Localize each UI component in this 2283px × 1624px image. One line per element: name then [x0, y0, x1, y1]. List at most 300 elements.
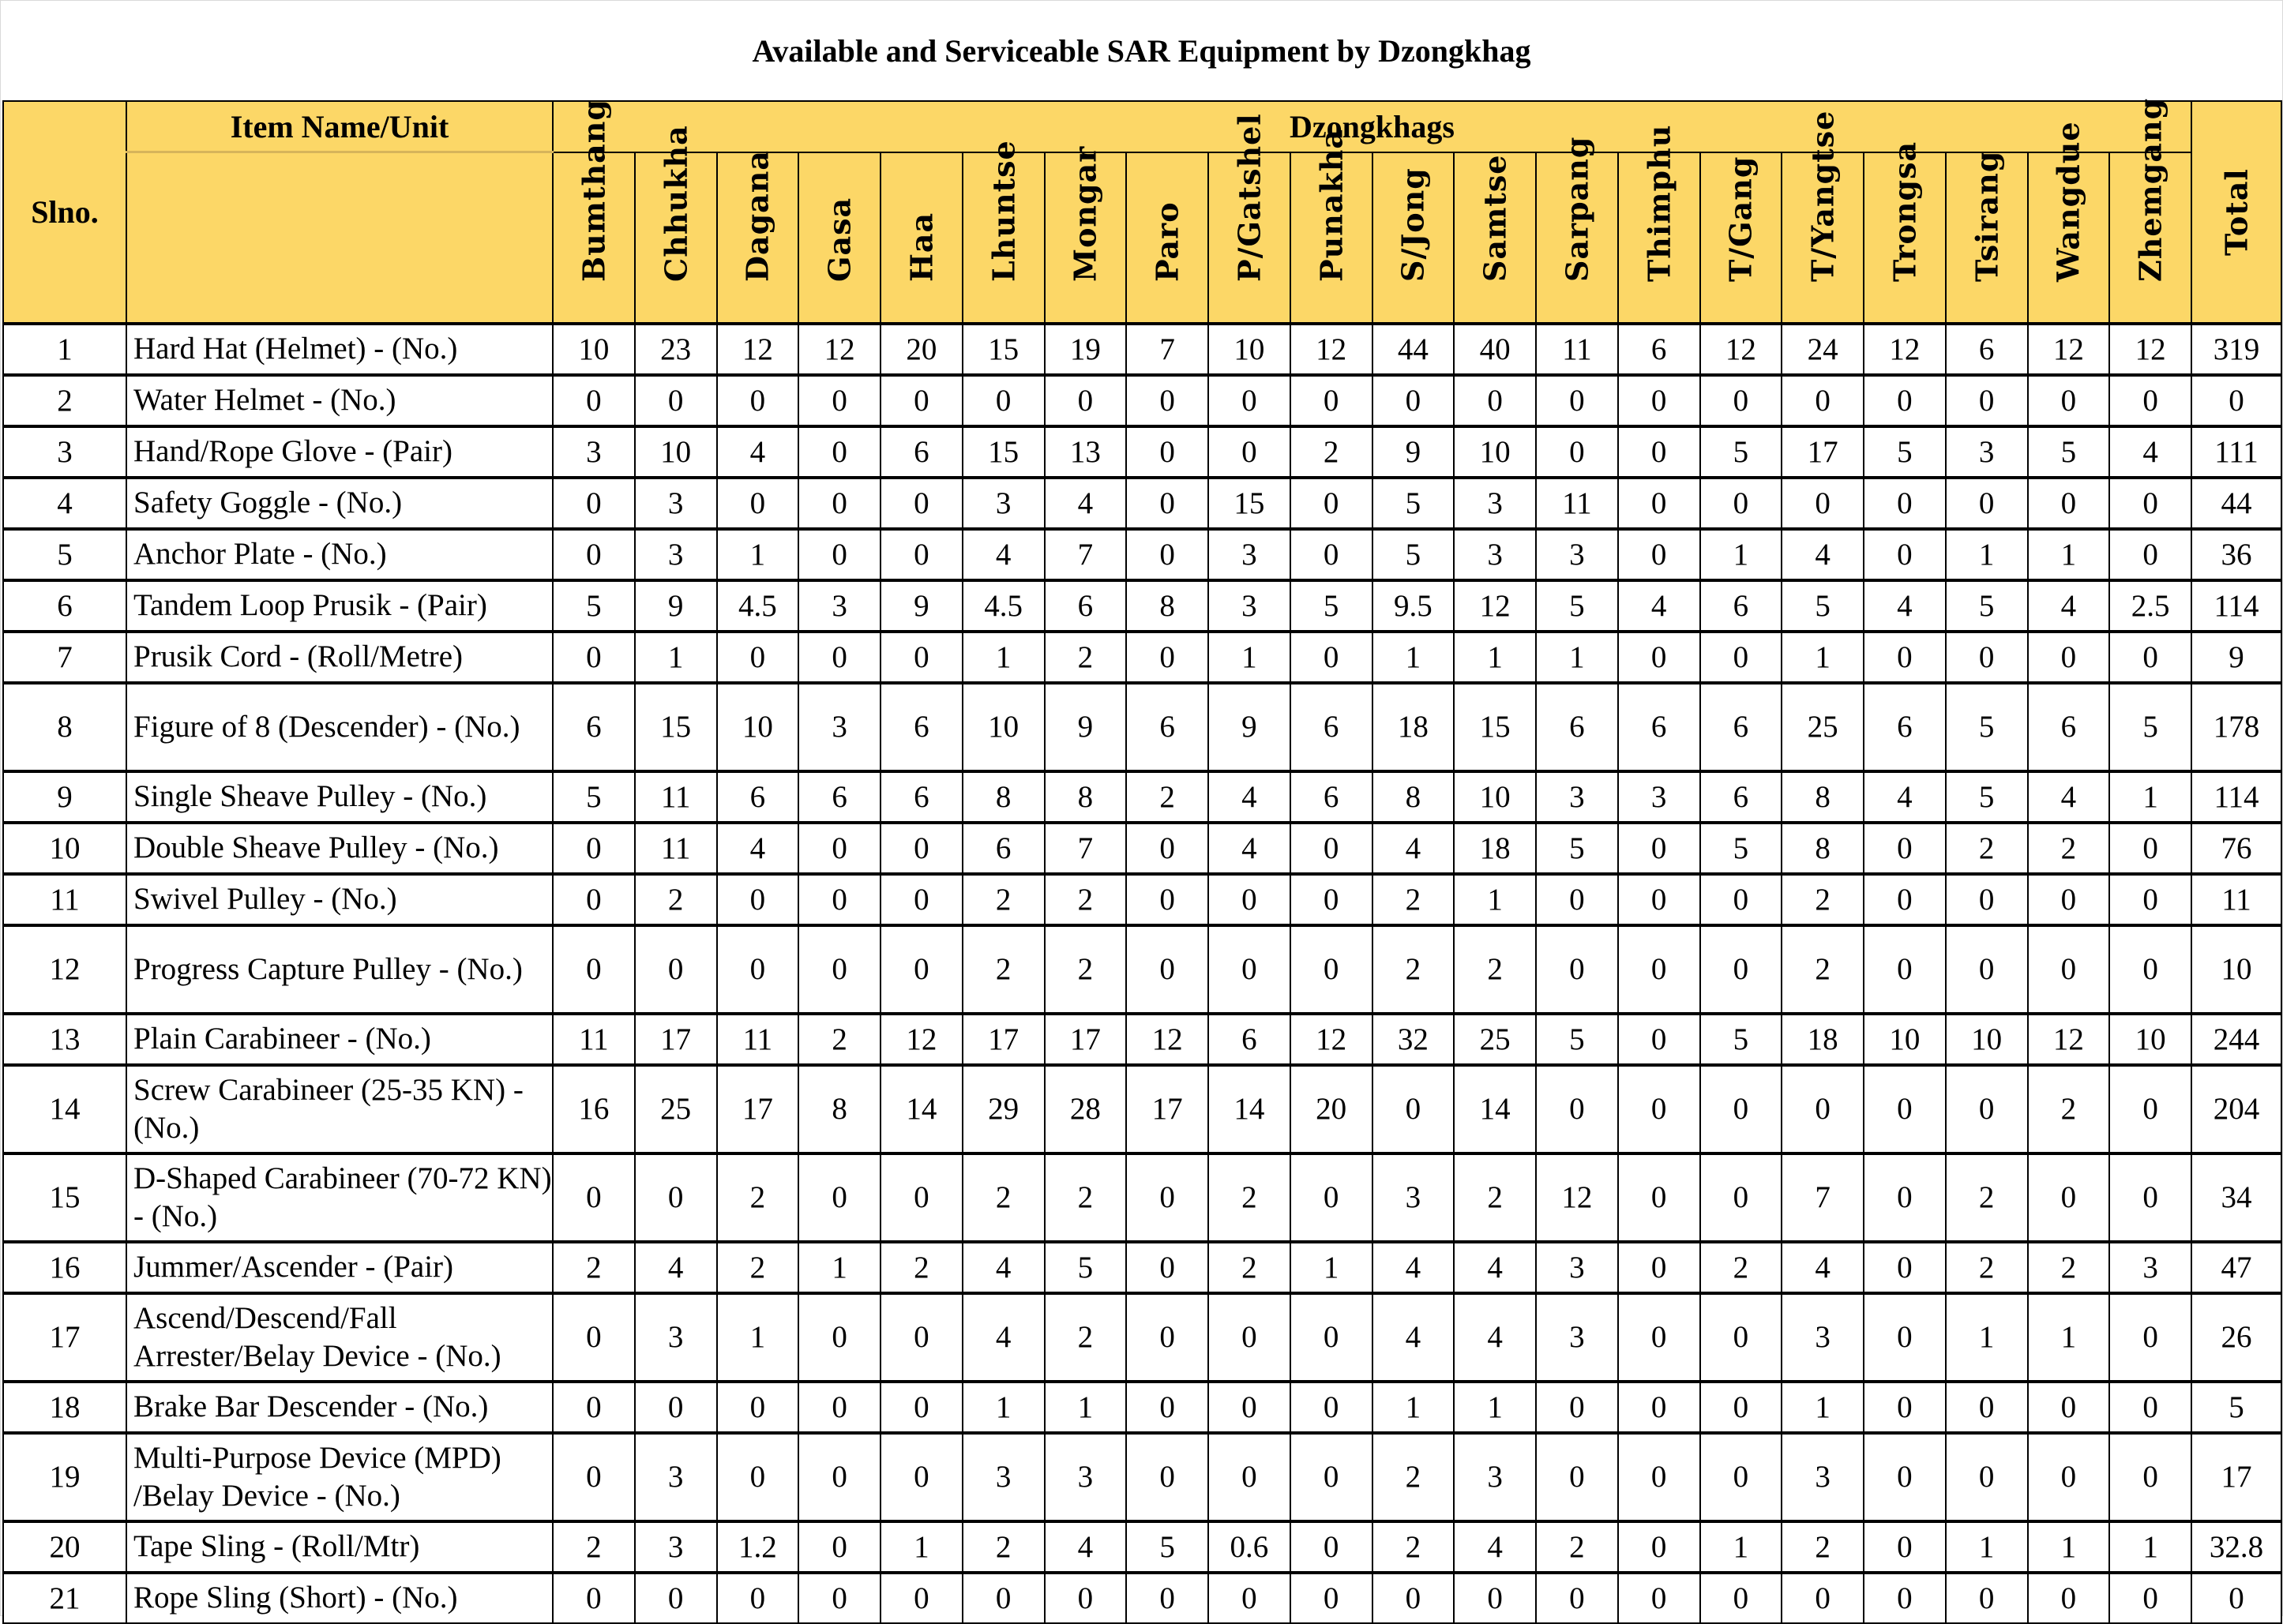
cell-value: 4	[1454, 1242, 1536, 1293]
header-dzongkhags: Dzongkhags	[553, 101, 2191, 152]
header-item-blank	[126, 152, 553, 324]
cell-value: 4	[1372, 823, 1455, 874]
cell-value: 0	[881, 874, 963, 925]
header-dzongkhag	[1208, 112, 1290, 324]
cell-value: 6	[881, 683, 963, 771]
cell-value: 0	[1290, 1293, 1372, 1382]
cell-value: 2.5	[2109, 580, 2191, 632]
cell-value: 0	[1126, 1382, 1208, 1433]
table-row	[3, 1014, 2281, 1065]
table-row	[3, 1065, 2281, 1153]
cell-value: 0	[1290, 925, 1372, 1014]
table-row	[3, 1382, 2281, 1433]
cell-value: 0	[1864, 529, 1946, 580]
cell-value: 2	[1045, 632, 1127, 683]
cell-value: 0	[2109, 632, 2191, 683]
cell-value: 5	[1864, 426, 1946, 478]
cell-value: 3	[635, 478, 717, 529]
cell-value: 0	[553, 478, 635, 529]
cell-value: 1.2	[717, 1521, 799, 1573]
cell-total: 10	[2191, 925, 2281, 1014]
cell-value: 0	[717, 874, 799, 925]
cell-value: 0	[1536, 1065, 1618, 1153]
cell-value: 3	[635, 529, 717, 580]
cell-value: 0	[798, 1382, 881, 1433]
cell-value: 0	[1864, 1573, 1946, 1623]
cell-value: 0	[798, 1293, 881, 1382]
cell-value: 0	[1864, 1153, 1946, 1242]
table-title: Available and Serviceable SAR Equipment by Dzongkhag	[752, 32, 1531, 69]
cell-value: 29	[963, 1065, 1045, 1153]
cell-value: 5	[1126, 1521, 1208, 1573]
cell-value: 0	[2109, 478, 2191, 529]
cell-value: 6	[881, 771, 963, 823]
cell-value: 14	[1208, 1065, 1290, 1153]
cell-value: 18	[1372, 683, 1455, 771]
cell-value: 0	[798, 632, 881, 683]
cell-value: 40	[1454, 324, 1536, 375]
cell-value: 5	[553, 771, 635, 823]
cell-value: 3	[798, 580, 881, 632]
cell-item-name: Brake Bar Descender - (No.)	[126, 1382, 553, 1433]
cell-value: 2	[1946, 1153, 2028, 1242]
cell-value: 0	[2109, 1065, 2191, 1153]
cell-value: 9	[1208, 683, 1290, 771]
cell-value: 15	[1454, 683, 1536, 771]
cell-slno: 17	[3, 1293, 126, 1382]
table-row	[3, 683, 2281, 771]
cell-total: 114	[2191, 580, 2281, 632]
cell-value: 9.5	[1372, 580, 1455, 632]
cell-value: 0	[1536, 1433, 1618, 1521]
cell-value: 0	[1700, 478, 1782, 529]
cell-value: 0	[1946, 1065, 2028, 1153]
cell-value: 0	[881, 1153, 963, 1242]
cell-value: 5	[1700, 1014, 1782, 1065]
cell-slno: 19	[3, 1433, 126, 1521]
cell-value: 1	[2109, 771, 2191, 823]
cell-value: 6	[1700, 580, 1782, 632]
cell-value: 1	[1782, 632, 1864, 683]
cell-value: 8	[798, 1065, 881, 1153]
cell-value: 14	[1454, 1065, 1536, 1153]
cell-total: 319	[2191, 324, 2281, 375]
header-dzongkhag	[1126, 152, 1208, 324]
cell-value: 0	[1700, 925, 1782, 1014]
cell-value: 2	[553, 1242, 635, 1293]
cell-value: 3	[2109, 1242, 2191, 1293]
cell-value: 0	[1618, 1065, 1700, 1153]
cell-value: 0	[2109, 1433, 2191, 1521]
cell-value: 2	[1946, 823, 2028, 874]
cell-value: 10	[1454, 771, 1536, 823]
cell-value: 0	[1536, 375, 1618, 426]
table-row	[3, 925, 2281, 1014]
cell-value: 0	[1618, 1242, 1700, 1293]
cell-value: 10	[1454, 426, 1536, 478]
header-dzongkhag-label: Tsirang	[1969, 150, 2005, 282]
header-total	[2191, 101, 2281, 324]
header-dzongkhag-label: Mongar	[1067, 145, 1103, 282]
cell-item-name: Progress Capture Pulley - (No.)	[126, 925, 553, 1014]
header-slno: Slno.	[3, 101, 126, 324]
table-row	[3, 324, 2281, 375]
cell-total: 76	[2191, 823, 2281, 874]
cell-total: 32.8	[2191, 1521, 2281, 1573]
cell-value: 0	[2028, 632, 2110, 683]
cell-value: 0	[717, 1382, 799, 1433]
cell-value: 0	[1208, 1382, 1290, 1433]
header-dzongkhag-label: Lhuntse	[986, 139, 1022, 282]
header-dzongkhag	[963, 139, 1045, 324]
cell-value: 4	[2028, 580, 2110, 632]
header-dzongkhag-label: Wangdue	[2050, 120, 2086, 282]
cell-value: 0	[1290, 375, 1372, 426]
header-dzongkhag	[2109, 97, 2191, 324]
cell-value: 0	[881, 632, 963, 683]
cell-value: 3	[1782, 1433, 1864, 1521]
cell-value: 0	[1290, 1521, 1372, 1573]
cell-value: 28	[1045, 1065, 1127, 1153]
cell-value: 0	[1290, 1573, 1372, 1623]
cell-value: 3	[635, 1521, 717, 1573]
cell-value: 0	[635, 1382, 717, 1433]
cell-value: 0	[717, 375, 799, 426]
cell-value: 0	[1290, 478, 1372, 529]
header-item-name: Item Name/Unit	[126, 101, 553, 152]
cell-value: 5	[2109, 683, 2191, 771]
cell-value: 0	[1372, 375, 1455, 426]
cell-value: 0	[1946, 478, 2028, 529]
cell-item-name: Rope Sling (Short) - (No.)	[126, 1573, 553, 1623]
cell-value: 5	[1700, 426, 1782, 478]
cell-value: 3	[635, 1293, 717, 1382]
cell-value: 0	[717, 925, 799, 1014]
table-row	[3, 529, 2281, 580]
cell-value: 9	[635, 580, 717, 632]
cell-value: 0	[553, 1293, 635, 1382]
header-dzongkhag	[798, 152, 881, 324]
cell-value: 2	[1045, 1293, 1127, 1382]
cell-value: 2	[2028, 1065, 2110, 1153]
cell-value: 0	[1864, 1065, 1946, 1153]
cell-value: 11	[635, 771, 717, 823]
cell-value: 2	[1126, 771, 1208, 823]
cell-value: 15	[1208, 478, 1290, 529]
cell-value: 5	[1946, 580, 2028, 632]
cell-value: 0	[1208, 1293, 1290, 1382]
cell-value: 5	[1946, 683, 2028, 771]
cell-value: 17	[1782, 426, 1864, 478]
cell-value: 14	[881, 1065, 963, 1153]
cell-slno: 1	[3, 324, 126, 375]
cell-value: 2	[2028, 823, 2110, 874]
cell-value: 3	[553, 426, 635, 478]
cell-value: 1	[963, 1382, 1045, 1433]
cell-value: 8	[1126, 580, 1208, 632]
cell-value: 17	[635, 1014, 717, 1065]
cell-value: 3	[1208, 580, 1290, 632]
cell-value: 0	[1536, 426, 1618, 478]
cell-value: 0	[1208, 925, 1290, 1014]
cell-value: 4	[963, 1293, 1045, 1382]
cell-value: 2	[1454, 925, 1536, 1014]
cell-value: 0	[798, 529, 881, 580]
cell-total: 44	[2191, 478, 2281, 529]
cell-value: 0	[553, 1153, 635, 1242]
cell-total: 17	[2191, 1433, 2281, 1521]
cell-value: 0	[553, 1382, 635, 1433]
cell-value: 3	[1536, 771, 1618, 823]
cell-total: 178	[2191, 683, 2281, 771]
header-dzongkhag	[635, 124, 717, 324]
cell-value: 4	[717, 823, 799, 874]
cell-value: 0	[1618, 1573, 1700, 1623]
cell-value: 0	[717, 1433, 799, 1521]
cell-value: 6	[881, 426, 963, 478]
header-dzongkhag-label: T/Gang	[1722, 156, 1759, 282]
header-dzongkhag-label: Samtse	[1477, 154, 1513, 282]
cell-value: 4	[2109, 426, 2191, 478]
cell-value: 6	[1536, 683, 1618, 771]
cell-value: 3	[1536, 529, 1618, 580]
cell-item-name: Tandem Loop Prusik - (Pair)	[126, 580, 553, 632]
cell-value: 1	[1946, 1521, 2028, 1573]
cell-value: 1	[1782, 1382, 1864, 1433]
cell-value: 4	[1372, 1242, 1455, 1293]
cell-value: 4	[1618, 580, 1700, 632]
cell-value: 0	[881, 478, 963, 529]
cell-value: 3	[1454, 529, 1536, 580]
cell-value: 0	[2109, 874, 2191, 925]
cell-value: 0	[1454, 375, 1536, 426]
table-row	[3, 1433, 2281, 1521]
cell-value: 1	[1536, 632, 1618, 683]
cell-value: 0	[2109, 1382, 2191, 1433]
cell-total: 111	[2191, 426, 2281, 478]
cell-value: 12	[2109, 324, 2191, 375]
cell-value: 0	[2028, 1153, 2110, 1242]
cell-value: 12	[1536, 1153, 1618, 1242]
cell-value: 0.6	[1208, 1521, 1290, 1573]
cell-value: 4	[963, 1242, 1045, 1293]
cell-value: 8	[1782, 771, 1864, 823]
cell-value: 6	[1208, 1014, 1290, 1065]
cell-item-name: Screw Carabineer (25-35 KN) - (No.)	[126, 1065, 553, 1153]
cell-value: 0	[1045, 375, 1127, 426]
cell-value: 6	[963, 823, 1045, 874]
cell-value: 0	[553, 874, 635, 925]
cell-slno: 3	[3, 426, 126, 478]
cell-value: 1	[1700, 1521, 1782, 1573]
cell-value: 0	[1618, 1521, 1700, 1573]
cell-value: 4	[1208, 823, 1290, 874]
cell-value: 0	[1864, 823, 1946, 874]
cell-value: 1	[717, 529, 799, 580]
cell-value: 0	[635, 925, 717, 1014]
cell-value: 5	[1536, 823, 1618, 874]
header-dzongkhag	[717, 149, 799, 324]
cell-value: 4	[717, 426, 799, 478]
cell-total: 26	[2191, 1293, 2281, 1382]
cell-value: 0	[881, 1433, 963, 1521]
header-dzongkhag-label: S/Jong	[1395, 167, 1431, 282]
cell-value: 0	[1618, 1293, 1700, 1382]
cell-slno: 20	[3, 1521, 126, 1573]
cell-value: 2	[2028, 1242, 2110, 1293]
cell-value: 0	[1618, 1433, 1700, 1521]
header-dzongkhag-label: Bumthang	[576, 98, 612, 282]
cell-value: 4	[2028, 771, 2110, 823]
cell-value: 0	[2109, 1293, 2191, 1382]
cell-value: 20	[881, 324, 963, 375]
cell-value: 1	[635, 632, 717, 683]
cell-value: 3	[963, 1433, 1045, 1521]
header-dzongkhag-label: Punakha	[1313, 128, 1350, 282]
cell-item-name: Double Sheave Pulley - (No.)	[126, 823, 553, 874]
cell-value: 4.5	[963, 580, 1045, 632]
cell-value: 0	[1126, 1153, 1208, 1242]
cell-value: 8	[963, 771, 1045, 823]
cell-value: 6	[1864, 683, 1946, 771]
cell-value: 0	[1372, 1065, 1455, 1153]
cell-value: 6	[2028, 683, 2110, 771]
cell-value: 5	[1045, 1242, 1127, 1293]
cell-value: 0	[1864, 632, 1946, 683]
cell-value: 1	[1946, 529, 2028, 580]
cell-value: 6	[1618, 683, 1700, 771]
cell-value: 0	[798, 925, 881, 1014]
cell-value: 9	[1372, 426, 1455, 478]
cell-value: 10	[1946, 1014, 2028, 1065]
cell-value: 1	[963, 632, 1045, 683]
cell-value: 0	[1618, 874, 1700, 925]
cell-value: 11	[717, 1014, 799, 1065]
cell-value: 0	[1536, 1573, 1618, 1623]
cell-value: 0	[717, 632, 799, 683]
table-row	[3, 1153, 2281, 1242]
cell-value: 12	[798, 324, 881, 375]
cell-slno: 16	[3, 1242, 126, 1293]
cell-value: 5	[1536, 580, 1618, 632]
cell-value: 1	[1290, 1242, 1372, 1293]
cell-slno: 5	[3, 529, 126, 580]
cell-value: 0	[1126, 632, 1208, 683]
cell-value: 0	[1700, 1293, 1782, 1382]
cell-value: 0	[1618, 478, 1700, 529]
cell-slno: 21	[3, 1573, 126, 1623]
cell-value: 0	[1782, 478, 1864, 529]
cell-slno: 15	[3, 1153, 126, 1242]
cell-value: 12	[717, 324, 799, 375]
cell-value: 19	[1045, 324, 1127, 375]
cell-value: 1	[2028, 1521, 2110, 1573]
cell-value: 6	[717, 771, 799, 823]
cell-value: 0	[1126, 823, 1208, 874]
cell-value: 0	[2109, 529, 2191, 580]
cell-slno: 12	[3, 925, 126, 1014]
cell-total: 36	[2191, 529, 2281, 580]
cell-value: 12	[1864, 324, 1946, 375]
cell-value: 0	[1864, 874, 1946, 925]
cell-value: 3	[798, 683, 881, 771]
cell-value: 1	[2028, 529, 2110, 580]
cell-value: 17	[963, 1014, 1045, 1065]
cell-value: 3	[1045, 1433, 1127, 1521]
cell-value: 0	[1454, 1573, 1536, 1623]
header-dzongkhag	[1782, 110, 1864, 324]
cell-slno: 8	[3, 683, 126, 771]
header-dzongkhag	[1290, 128, 1372, 324]
header-dzongkhag-label: Dagana	[739, 149, 775, 282]
cell-value: 3	[963, 478, 1045, 529]
cell-slno: 4	[3, 478, 126, 529]
cell-value: 0	[635, 1153, 717, 1242]
cell-value: 0	[1946, 874, 2028, 925]
cell-value: 2	[717, 1242, 799, 1293]
cell-value: 3	[1208, 529, 1290, 580]
cell-value: 6	[798, 771, 881, 823]
cell-value: 5	[1372, 529, 1455, 580]
cell-item-name: Tape Sling - (Roll/Mtr)	[126, 1521, 553, 1573]
cell-value: 0	[2109, 925, 2191, 1014]
cell-value: 6	[1700, 771, 1782, 823]
cell-value: 44	[1372, 324, 1455, 375]
cell-value: 0	[2028, 1382, 2110, 1433]
cell-value: 0	[1782, 1065, 1864, 1153]
cell-value: 0	[1372, 1573, 1455, 1623]
header-dzongkhag-label: Thimphu	[1641, 124, 1677, 282]
cell-value: 0	[1126, 375, 1208, 426]
cell-value: 25	[635, 1065, 717, 1153]
cell-value: 0	[1045, 1573, 1127, 1623]
cell-value: 1	[2028, 1293, 2110, 1382]
cell-value: 5	[1946, 771, 2028, 823]
cell-slno: 9	[3, 771, 126, 823]
cell-value: 0	[1126, 529, 1208, 580]
cell-value: 0	[1700, 1573, 1782, 1623]
cell-value: 1	[1946, 1293, 2028, 1382]
cell-value: 0	[881, 925, 963, 1014]
cell-value: 0	[1782, 1573, 1864, 1623]
cell-value: 10	[553, 324, 635, 375]
cell-value: 9	[881, 580, 963, 632]
cell-value: 1	[1208, 632, 1290, 683]
cell-value: 24	[1782, 324, 1864, 375]
cell-value: 0	[1618, 925, 1700, 1014]
cell-value: 0	[2028, 375, 2110, 426]
cell-item-name: Swivel Pulley - (No.)	[126, 874, 553, 925]
cell-value: 0	[1536, 1382, 1618, 1433]
header-dzongkhag-label: Paro	[1149, 201, 1185, 282]
cell-value: 12	[881, 1014, 963, 1065]
cell-item-name: Multi-Purpose Device (MPD) /Belay Device - (No.)	[126, 1433, 553, 1521]
cell-value: 6	[1126, 683, 1208, 771]
cell-value: 2	[963, 1521, 1045, 1573]
cell-value: 0	[1126, 1433, 1208, 1521]
cell-value: 0	[1208, 426, 1290, 478]
cell-value: 6	[1045, 580, 1127, 632]
cell-item-name: Prusik Cord - (Roll/Metre)	[126, 632, 553, 683]
cell-value: 2	[1208, 1242, 1290, 1293]
cell-value: 0	[1618, 426, 1700, 478]
cell-value: 4	[1782, 529, 1864, 580]
cell-value: 0	[798, 1521, 881, 1573]
cell-value: 0	[881, 1573, 963, 1623]
cell-value: 1	[717, 1293, 799, 1382]
cell-value: 3	[1536, 1242, 1618, 1293]
cell-value: 2	[1782, 925, 1864, 1014]
